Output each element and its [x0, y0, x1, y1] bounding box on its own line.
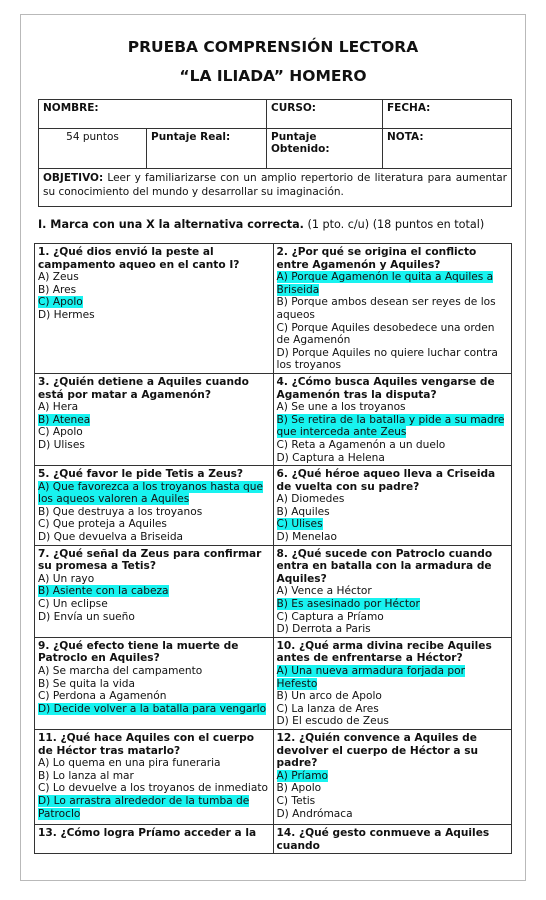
answer-option-label: D) Decide volver a la batalla para vengarlo — [38, 702, 267, 715]
question-cell — [35, 466, 274, 546]
answer-option[interactable] — [277, 347, 509, 372]
answer-option-label: C) Ulises — [276, 518, 323, 531]
answer-option-label: C) Perdona a Agamenón — [38, 690, 167, 703]
real-score-label: Puntaje Real: — [151, 131, 231, 143]
answer-option[interactable] — [38, 678, 270, 691]
answer-option[interactable] — [38, 414, 270, 427]
answer-option[interactable] — [277, 401, 509, 414]
answer-option-label: D) Lo arrastra alrededor de la tumba de Patroclo — [38, 794, 250, 820]
answer-option[interactable] — [38, 506, 270, 519]
answer-option-label: D) Menelao — [276, 531, 337, 544]
answer-option-label: A) Lo quema en una pira funeraria — [38, 757, 221, 770]
section-instruction-points: (1 pto. c/u) (18 puntos en total) — [303, 218, 485, 231]
answer-option-label: B) Atenea — [38, 413, 91, 426]
answer-option[interactable] — [38, 598, 270, 611]
question-cell — [35, 244, 274, 374]
answer-option-label: B) Es asesinado por Héctor — [276, 598, 420, 611]
answer-option[interactable] — [277, 782, 509, 795]
objective — [39, 169, 512, 207]
question-text: 4. ¿Cómo busca Aquiles vengarse de Agamenón tras la disputa? — [276, 375, 495, 401]
answer-option[interactable] — [277, 808, 509, 821]
question-text: 13. ¿Cómo logra Príamo acceder a la — [38, 826, 257, 839]
page-subtitle: “LA ILIADA” HOMERO — [179, 67, 367, 85]
answer-option[interactable] — [38, 690, 270, 703]
answer-option[interactable] — [277, 715, 509, 728]
answer-option[interactable] — [38, 309, 270, 322]
objective-text: Leer y familiarizarse con un amplio repertorio de literatura para aumentar su conocimiento del mundo y desarrollar su imaginación. — [43, 172, 507, 198]
answer-option-label: B) Lo lanza al mar — [38, 769, 134, 782]
question-text: 9. ¿Qué efecto tiene la muerte de Patroclo en Aquiles? — [38, 639, 239, 665]
answer-option-label: C) Reta a Agamenón a un duelo — [276, 438, 446, 451]
answer-option-label: D) Que devuelva a Briseida — [38, 531, 184, 544]
answer-option[interactable] — [38, 611, 270, 624]
answer-option-label: A) Príamo — [276, 769, 329, 782]
answer-option-label: B) Aquiles — [276, 505, 330, 518]
answer-option-label: D) Envía un sueño — [38, 610, 135, 623]
course-field[interactable] — [267, 100, 383, 129]
answer-option[interactable] — [277, 531, 509, 544]
question-row — [35, 637, 512, 729]
question-row — [35, 729, 512, 824]
answer-option[interactable] — [38, 531, 270, 544]
answer-option[interactable] — [38, 703, 270, 716]
answer-option[interactable] — [38, 665, 270, 678]
answer-option[interactable] — [38, 401, 270, 414]
answer-option[interactable] — [277, 518, 509, 531]
answer-option-label: B) Ares — [38, 283, 77, 296]
answer-option[interactable] — [38, 518, 270, 531]
obtained-score-field[interactable] — [267, 129, 383, 169]
answer-option-label: D) Ulises — [38, 438, 85, 451]
answer-option-label: C) Porque Aquiles desobedece una orden de Agamenón — [276, 321, 495, 347]
answer-option[interactable] — [38, 795, 270, 820]
question-text: 12. ¿Quién convence a Aquiles de devolver el cuerpo de Héctor a su padre? — [276, 731, 479, 770]
answer-option-label: D) Porque Aquiles no quiere luchar contra los troyanos — [276, 346, 498, 372]
answer-option-label: A) Se marcha del campamento — [38, 665, 203, 677]
answer-option[interactable] — [38, 296, 270, 309]
answer-option[interactable] — [277, 598, 509, 611]
answer-option[interactable] — [277, 506, 509, 519]
answer-option[interactable] — [277, 623, 509, 636]
date-field[interactable] — [383, 100, 512, 129]
date-label: FECHA: — [387, 102, 431, 114]
answer-option-label: D) Andrómaca — [276, 807, 353, 820]
answer-option[interactable] — [277, 795, 509, 808]
answer-option[interactable] — [38, 782, 270, 795]
question-cell — [35, 729, 274, 824]
answer-option-label: D) El escudo de Zeus — [276, 715, 389, 728]
answer-option-label: B) Apolo — [276, 782, 322, 795]
section-instruction — [38, 218, 484, 231]
answer-option-label: C) Captura a Príamo — [276, 610, 384, 623]
grade-label: NOTA: — [387, 131, 424, 143]
answer-option[interactable] — [277, 690, 509, 703]
question-text: 5. ¿Qué favor le pide Tetis a Zeus? — [38, 468, 244, 481]
page-title: PRUEBA COMPRENSIÓN LECTORA — [127, 38, 419, 56]
answer-option-label: B) Asiente con la cabeza — [38, 585, 169, 598]
answer-option[interactable] — [38, 284, 270, 297]
question-text: 2. ¿Por qué se origina el conflicto entre Agamenón y Aquiles? — [276, 246, 477, 271]
answer-option[interactable] — [277, 296, 509, 321]
question-text: 3. ¿Quién detiene a Aquiles cuando está por matar a Agamenón? — [38, 375, 249, 401]
grade-field[interactable] — [383, 129, 512, 169]
answer-option[interactable] — [38, 770, 270, 783]
answer-option[interactable] — [38, 757, 270, 770]
question-cell — [273, 545, 512, 637]
answer-option-label: C) La lanza de Ares — [276, 702, 379, 715]
answer-option-label: B) Un arco de Apolo — [276, 690, 382, 703]
answer-option-label: A) Un rayo — [38, 572, 95, 585]
question-cell — [273, 244, 512, 374]
answer-option[interactable] — [38, 573, 270, 586]
answer-option[interactable] — [38, 585, 270, 598]
real-score-field[interactable] — [147, 129, 267, 169]
question-cell — [35, 545, 274, 637]
answer-option[interactable] — [277, 493, 509, 506]
answer-option-label: C) Un eclipse — [38, 598, 108, 611]
question-text: 10. ¿Qué arma divina recibe Aquiles antes de enfrentarse a Héctor? — [276, 639, 492, 665]
question-cell — [35, 373, 274, 465]
answer-option-label: D) Derrota a Paris — [276, 623, 371, 636]
student-info-table — [38, 99, 512, 207]
obtained-score-label: Puntaje Obtenido: — [271, 131, 330, 155]
answer-option[interactable] — [277, 414, 509, 439]
question-cell — [273, 824, 512, 853]
answer-option-label: D) Captura a Helena — [276, 451, 385, 464]
answer-option-label: B) Se retira de la batalla y pide a su madre que interceda ante Zeus — [276, 413, 505, 439]
answer-option-label: C) Apolo — [38, 296, 83, 309]
objective-label: OBJETIVO: — [43, 172, 104, 184]
course-label: CURSO: — [271, 102, 317, 114]
answer-option[interactable] — [277, 611, 509, 624]
answer-option-label: C) Apolo — [38, 426, 83, 439]
answer-option[interactable] — [277, 665, 509, 690]
question-text: 7. ¿Qué señal da Zeus para confirmar su promesa a Tetis? — [38, 547, 262, 573]
total-points: 54 puntos — [39, 129, 147, 169]
answer-option[interactable] — [277, 770, 509, 783]
answer-option-label: A) Se une a los troyanos — [276, 401, 406, 414]
question-text: 11. ¿Qué hace Aquiles con el cuerpo de Héctor tras matarlo? — [38, 731, 255, 757]
question-cell — [35, 824, 274, 853]
question-text: 6. ¿Qué héroe aqueo lleva a Criseida de vuelta con su padre? — [276, 468, 496, 493]
name-label: NOMBRE: — [43, 102, 99, 114]
answer-option[interactable] — [38, 426, 270, 439]
question-row — [35, 466, 512, 546]
question-cell — [273, 637, 512, 729]
answer-option-label: A) Una nueva armadura forjada por Hefesto — [276, 665, 465, 690]
question-text: 8. ¿Qué sucede con Patroclo cuando entra en batalla con la armadura de Aquiles? — [276, 547, 493, 585]
answer-option[interactable] — [277, 439, 509, 452]
answer-option[interactable] — [38, 481, 270, 506]
answer-option[interactable] — [38, 271, 270, 284]
question-row — [35, 545, 512, 637]
question-row — [35, 373, 512, 465]
questions-table — [34, 243, 512, 854]
section-instruction-bold: I. Marca con una X la alternativa correcta. — [38, 218, 304, 231]
answer-option-label: C) Que proteja a Aquiles — [38, 518, 167, 531]
answer-option[interactable] — [277, 703, 509, 716]
question-row — [35, 824, 512, 853]
answer-option-label: A) Que favorezca a los troyanos hasta que los aqueos valoren a Aquiles — [38, 480, 264, 506]
question-text: 14. ¿Qué gesto conmueve a Aquiles cuando — [276, 826, 490, 852]
answer-option-label: A) Porque Agamenón le quita a Aquiles a Briseida — [276, 271, 494, 296]
question-row — [35, 244, 512, 374]
answer-option-label: C) Lo devuelve a los troyanos de inmediato — [38, 782, 268, 795]
answer-option-label: B) Se quita la vida — [38, 677, 136, 690]
answer-option[interactable] — [277, 585, 509, 598]
answer-option-label: D) Hermes — [38, 308, 95, 321]
answer-option[interactable] — [277, 452, 509, 465]
answer-option[interactable] — [277, 271, 509, 296]
answer-option-label: A) Vence a Héctor — [276, 585, 372, 598]
question-cell — [273, 466, 512, 546]
question-cell — [273, 373, 512, 465]
answer-option[interactable] — [277, 322, 509, 347]
answer-option[interactable] — [38, 439, 270, 452]
answer-option-label: C) Tetis — [276, 794, 316, 807]
answer-option-label: A) Hera — [38, 401, 79, 414]
answer-option-label: B) Que destruya a los troyanos — [38, 505, 203, 518]
answer-option-label: A) Diomedes — [276, 493, 345, 506]
question-text: 1. ¿Qué dios envió la peste al campamento aqueo en el canto I? — [38, 246, 240, 271]
answer-option-label: A) Zeus — [38, 271, 79, 284]
question-cell — [273, 729, 512, 824]
answer-option-label: B) Porque ambos desean ser reyes de los aqueos — [276, 296, 496, 321]
name-field[interactable] — [39, 100, 267, 129]
question-cell — [35, 637, 274, 729]
